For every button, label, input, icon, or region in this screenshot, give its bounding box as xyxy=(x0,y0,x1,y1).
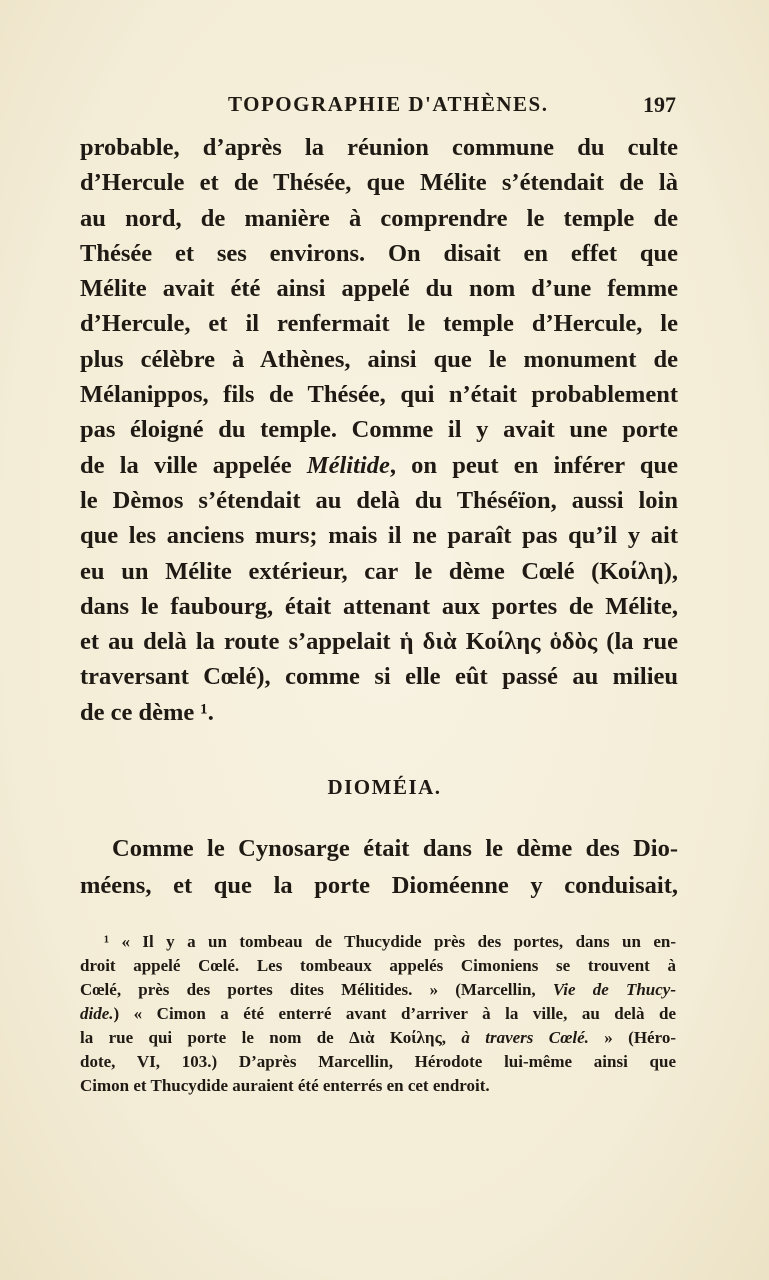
text-line: et au delà la route s’appelait ἡ διὰ Κοίλης ὁδὸς (la rue xyxy=(80,628,678,656)
text-fragment: , on peut en inférer que xyxy=(389,451,678,479)
text-line: que les anciens murs; mais il ne paraît pas qu’il y ait xyxy=(80,522,678,550)
italic-term: dide. xyxy=(80,1004,114,1023)
section-title: DIOMÉIA. xyxy=(327,775,442,799)
footnote-line: droit appelé Cœlé. Les tombeaux appelés Cimoniens se trouvent à xyxy=(80,956,676,975)
text-fragment: de la ville appelée xyxy=(80,451,307,479)
footnote-line: dote, VI, 103.) D’après Marcellin, Hérodote lui-même ainsi que xyxy=(80,1052,676,1071)
text-line: plus célèbre à Athènes, ainsi que le monument de xyxy=(80,345,678,373)
footnote-line: ¹ « Il y a un tombeau de Thucydide près des portes, dans un en- xyxy=(104,932,676,951)
footnote-line: Cimon et Thucydide auraient été enterrés en cet endroit. xyxy=(80,1076,490,1095)
text-line: traversant Cœlé), comme si elle eût passé au milieu xyxy=(80,663,678,691)
page-header xyxy=(80,92,680,122)
text-line: au nord, de manière à comprendre le temple de xyxy=(80,204,678,232)
text-fragment: » (Héro- xyxy=(588,1028,676,1047)
text-line: probable, d’après la réunion commune du culte xyxy=(80,134,678,161)
text-line: Comme le Cynosarge était dans le dème des Dio- xyxy=(112,835,678,862)
text-line: Mélanippos, fils de Thésée, qui n’était probablement xyxy=(80,381,678,409)
italic-term: Vie de Thucy- xyxy=(552,980,676,999)
footnote-line xyxy=(80,1002,676,1026)
text-line: méens, et que la porte Dioméenne y conduisait, xyxy=(80,872,678,899)
running-head: TOPOGRAPHIE D'ATHÈNES. xyxy=(228,92,549,116)
italic-term: à travers Cœlé. xyxy=(461,1028,589,1047)
paragraph-2 xyxy=(80,830,678,904)
footnote-line xyxy=(80,1026,676,1050)
text-fragment: Cœlé, près des portes dites Mélitides. » (Marcellin, xyxy=(80,980,553,999)
text-fragment: la rue qui porte le nom de Διὰ Κοίλης, xyxy=(80,1028,462,1047)
footnote-line xyxy=(80,978,676,1002)
text-line: de ce dème ¹. xyxy=(80,698,214,726)
text-line: dans le faubourg, était attenant aux portes de Mélite, xyxy=(80,592,678,620)
page-number: 197 xyxy=(643,92,676,117)
text-line: d’Hercule, et il renfermait le temple d’Hercule, le xyxy=(80,310,678,338)
footnote xyxy=(80,930,676,1098)
text-line xyxy=(80,448,678,483)
text-line: Thésée et ses environs. On disait en effet que xyxy=(80,239,678,267)
text-line: le Dèmos s’étendait au delà du Théséïon, aussi loin xyxy=(80,486,678,514)
paragraph-1 xyxy=(80,130,678,730)
text-line: d’Hercule et de Thésée, que Mélite s’étendait de là xyxy=(80,169,678,197)
text-line: eu un Mélite extérieur, car le dème Cœlé (Κοίλη), xyxy=(80,557,678,585)
text-line: Mélite avait été ainsi appelé du nom d’une femme xyxy=(80,275,678,303)
italic-term: Mélitide xyxy=(306,451,390,479)
text-fragment: ) « Cimon a été enterré avant d’arriver à la ville, au delà de xyxy=(113,1004,676,1023)
text-line: pas éloigné du temple. Comme il y avait une porte xyxy=(80,416,678,444)
